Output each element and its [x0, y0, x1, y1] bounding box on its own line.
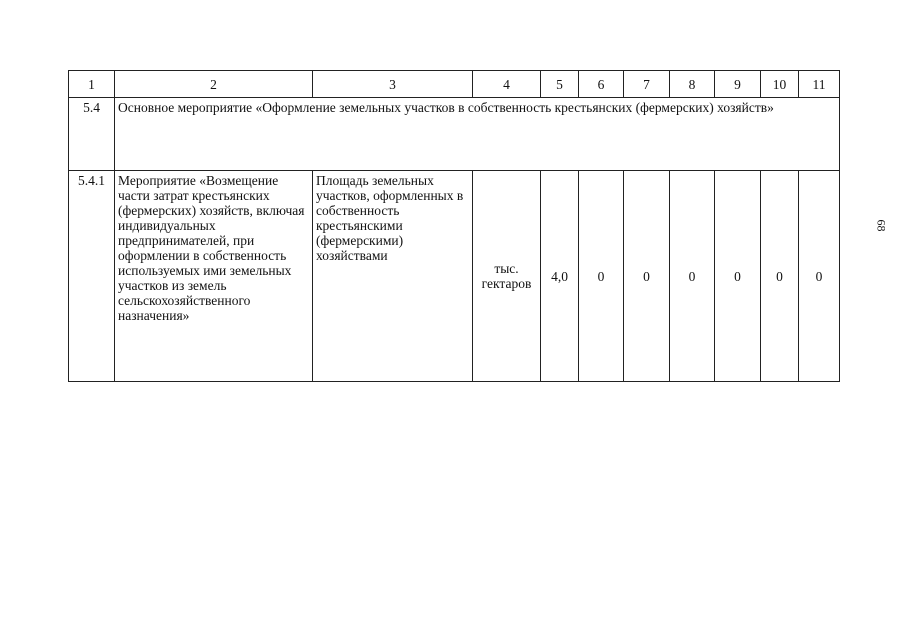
page-number: 68	[874, 219, 889, 232]
header-cell: 11	[799, 71, 840, 98]
item-value: 0	[761, 171, 799, 382]
item-value: 4,0	[541, 171, 579, 382]
section-number: 5.4	[69, 98, 115, 171]
header-cell: 5	[541, 71, 579, 98]
item-indicator: Площадь земельных участков, оформленных в собственность крестьянскими (фермерскими) хозяйствами	[313, 171, 473, 382]
item-description: Мероприятие «Возмещение части затрат крестьянских (фермерских) хозяйств, включая индивидуальных предпринимателей, при оформлении в собственность используемых ими земельных участков из земель сельскохозяйственного назначения»	[115, 171, 313, 382]
section-row	[69, 98, 840, 171]
item-value: 0	[715, 171, 761, 382]
indicators-table	[68, 70, 840, 382]
header-cell: 10	[761, 71, 799, 98]
item-value: 0	[799, 171, 840, 382]
section-title: Основное мероприятие «Оформление земельных участков в собственность крестьянских (фермерских) хозяйств»	[115, 98, 840, 171]
header-cell: 2	[115, 71, 313, 98]
item-value: 0	[624, 171, 670, 382]
item-row	[69, 171, 840, 382]
header-cell: 1	[69, 71, 115, 98]
header-cell: 8	[670, 71, 715, 98]
header-cell: 7	[624, 71, 670, 98]
item-unit: тыс. гектаров	[473, 171, 541, 382]
header-cell: 4	[473, 71, 541, 98]
item-value: 0	[670, 171, 715, 382]
header-cell: 6	[579, 71, 624, 98]
header-cell: 9	[715, 71, 761, 98]
item-value: 0	[579, 171, 624, 382]
item-number: 5.4.1	[69, 171, 115, 382]
header-row	[69, 71, 840, 98]
header-cell: 3	[313, 71, 473, 98]
